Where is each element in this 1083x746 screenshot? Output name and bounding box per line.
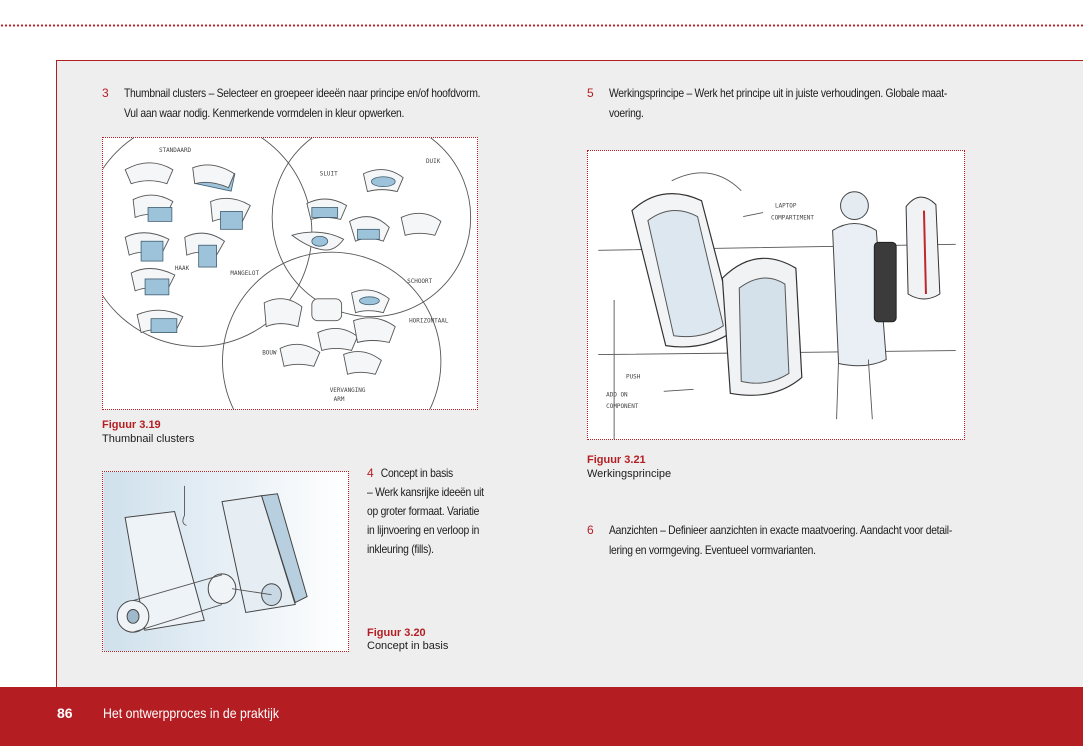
note-component: COMPONENT <box>606 403 639 411</box>
figure-3-21-werkingsprincipe <box>587 150 965 440</box>
step-6 <box>587 520 1027 564</box>
concept-sketch <box>103 472 348 651</box>
figure-3-20-label: Figuur 3.20 <box>367 627 426 639</box>
figure-3-20-caption: Concept in basis <box>367 640 449 652</box>
figure-3-21-caption: Werkingsprincipe <box>587 468 672 480</box>
step-5-line-2: voering. <box>609 106 644 120</box>
figure-3-19-label: Figuur 3.19 <box>102 419 161 431</box>
figure-3-19-thumbnail-clusters <box>102 137 478 410</box>
step-4-line-1: Concept in basis <box>380 466 453 480</box>
page-number: 86 <box>57 705 73 721</box>
note-laptop: LAPTOP <box>775 202 797 210</box>
step-6-line-1: Aanzichten – Definieer aanzichten in exacte maatvoering. Aandacht voor detail- <box>609 523 953 537</box>
step-4-line-5: inkleuring (fills). <box>367 542 434 556</box>
step-5-number: 5 <box>587 86 594 100</box>
note-standaard: STANDAARD <box>158 146 192 154</box>
step-5 <box>587 83 1027 127</box>
figure-3-19-caption: Thumbnail clusters <box>102 433 195 445</box>
book-title: Het ontwerpproces in de praktijk <box>103 705 279 721</box>
content-panel <box>56 60 1083 687</box>
step-5-line-1: Werkingsprincipe – Werk het principe uit in juiste verhoudingen. Globale maat- <box>609 86 948 100</box>
note-sluit: SLUIT <box>319 170 338 178</box>
step-4-line-3: op groter formaat. Variatie <box>367 504 480 518</box>
figure-3-21-label: Figuur 3.21 <box>587 454 646 466</box>
note-mangelot: MANGELOT <box>230 269 260 277</box>
werkingsprincipe-sketch <box>588 151 964 439</box>
step-4 <box>367 464 527 564</box>
note-vervanging: VERVANGING <box>329 387 366 395</box>
note-bouw: BOUW <box>262 349 277 357</box>
note-horizontaal: HORIZONTAAL <box>409 317 449 325</box>
step-3-line-1: Thumbnail clusters – Selecteer en groepeer ideeën naar principe en/of hoofdvorm. <box>124 86 481 100</box>
note-add-on: ADD ON <box>606 391 628 399</box>
step-6-line-2: lering en vormgeving. Eventueel vormvarianten. <box>609 543 816 557</box>
step-4-line-2: – Werk kansrijke ideeën uit <box>367 485 484 499</box>
page-footer <box>0 687 1083 746</box>
step-3 <box>102 83 572 127</box>
step-3-number: 3 <box>102 86 109 100</box>
note-push: PUSH <box>626 373 641 381</box>
note-schoort: SCHOORT <box>407 277 433 285</box>
step-4-line-4: in lijnvoering en verloop in <box>367 523 480 537</box>
step-6-number: 6 <box>587 523 594 537</box>
step-3-line-2: Vul aan waar nodig. Kenmerkende vormdelen in kleur opwerken. <box>124 106 405 120</box>
note-compartiment: COMPARTIMENT <box>771 214 814 222</box>
note-haak: HAAK <box>174 265 190 273</box>
figure-3-20-concept-in-basis <box>102 471 349 652</box>
dotted-top-rule <box>0 24 1083 27</box>
thumbnail-clusters-sketch <box>103 138 477 409</box>
note-duik: DUIK <box>425 157 441 165</box>
step-4-number: 4 <box>367 466 374 480</box>
note-arm: ARM <box>333 396 345 404</box>
